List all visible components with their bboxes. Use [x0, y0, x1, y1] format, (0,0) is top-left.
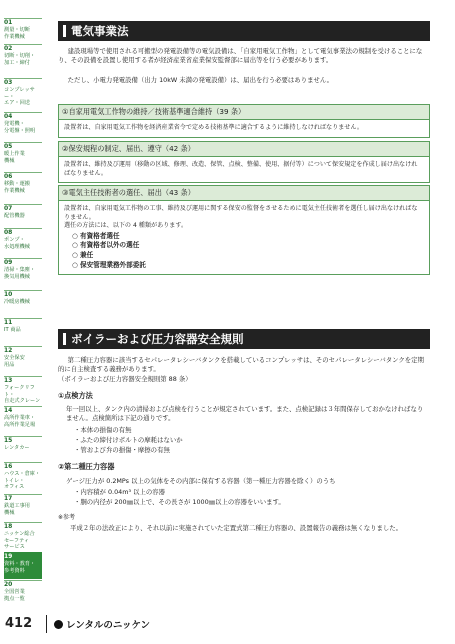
section1-intro: 建設現場等で使用される可搬型の発電設備等の電気設備は、「自家用電気工作物」として電気事業法の規制を受けることになり、その設備を設置し使用する者が経済産業省産業保安監督部に届出等を行う必要があります。 — [58, 47, 423, 65]
section2-ref: （ボイラーおよび圧力容器安全規則第 88 条） — [58, 375, 192, 383]
circle-bullet-icon: ○ — [72, 260, 78, 269]
sidebar-item-07[interactable]: 07 配管機器 — [4, 204, 42, 225]
sidebar-item-19-active[interactable]: 19 資料・教育・ 参考資料 — [4, 552, 42, 579]
inspection-text: 年一回以上、タンク内の清掃および点検を行うことが規定されています。また、点検記録は３年間保存しておかなければなりません。点検箇所は下記の通りです。 — [66, 405, 424, 423]
reference-label: ※参考 — [58, 514, 76, 521]
sidebar-item-16[interactable]: 16 ハウス・倉庫・ トイレ・ オフィス — [4, 462, 42, 493]
reference-text: 平成２年の法改正により、それ以前に実施されていた定置式第二種圧力容器の、設置報告の義務は無くなりました。 — [70, 524, 403, 532]
sidebar-item-18[interactable]: 18 ニッケン総合 セーフティ サービス — [4, 522, 42, 551]
sidebar-item-12[interactable]: 12 安全保安 用品 — [4, 346, 42, 375]
page-number: 412 — [5, 616, 33, 631]
sidebar-item-10[interactable]: 10 冷暖房機械 — [4, 290, 42, 315]
rule-box-body: 設置者は、維持及び運用（移動の区域、修理、改造、保管、点検、整備、使用、据付等）について保安規定を作成し届け出なければなりません。 — [64, 161, 418, 177]
sidebar-item-09[interactable]: 09 清掃・集塵・ 換気用機械 — [4, 258, 42, 287]
rule-box-head: ③電気主任技術者の選任、届出（43 条） — [59, 186, 429, 201]
section-title-boiler: ボイラーおよび圧力容器安全規則 — [58, 329, 430, 349]
appointment-method-list — [72, 232, 423, 270]
rule-box-43 — [58, 185, 430, 275]
list-item: ○ 有資格者以外の選任 — [72, 241, 140, 250]
rule-box-42 — [58, 141, 430, 183]
rule-box-text: 設置者は、自家用電気工作物の工事、維持及び運用に関する保安の監督をさせるために電気主任技術者を選任し届け出なければなりません。 — [64, 205, 418, 221]
page-footer — [0, 606, 455, 644]
footer-divider — [46, 615, 47, 633]
list-item: ○ 有資格者選任 — [72, 231, 120, 240]
rule-box-head: ①自家用電気工作物の維持／技術基準適合維持（39 条） — [59, 105, 429, 120]
circle-bullet-icon: ○ — [72, 250, 78, 259]
sidebar-item-17[interactable]: 17 鉄道工事用 機械 — [4, 494, 42, 521]
rule-box-head: ②保安規程の制定、届出、遵守（42 条） — [59, 142, 429, 157]
sidebar-item-20[interactable]: 20 全国営業 拠点一覧 — [4, 580, 42, 605]
rule-box-body — [59, 201, 429, 274]
sub-head-pressure-vessel: ②第二種圧力容器 — [58, 462, 115, 471]
title-bar-marker — [63, 333, 66, 345]
sidebar-item-04[interactable]: 04 発電機・ 分電盤・照明 — [4, 112, 42, 141]
section1-note: ただし、小電力発電設備（出力 10kW 未満の発電設備）は、届出を行う必要はありません。 — [67, 76, 334, 84]
list-item: ○ 保安管理業務外部委託 — [72, 260, 146, 269]
rule-box-39 — [58, 104, 430, 138]
brand-dot-icon — [54, 620, 63, 629]
sidebar-item-13[interactable]: 13 フォークリフト・ 自走式クレーン — [4, 377, 41, 405]
title-bar-marker — [63, 25, 66, 37]
sidebar-item-14[interactable]: 14 高所作業車・ 高所作業足場 — [4, 406, 42, 433]
inspection-item: ・管および弁の損傷・摩擦の有無 — [74, 446, 170, 454]
list-item: ○ 兼任 — [72, 250, 94, 259]
inspection-item: ・本体の損傷の有無 — [74, 426, 132, 434]
section2-intro: 第二種圧力容器に該当するセパレータレシーバタンクを搭載しているコンプレッサは、そのセパレータレシーバタンクを定期的に自主検査する義務があります。 — [58, 356, 424, 374]
brand-logo: レンタルのニッケン — [54, 617, 150, 631]
sidebar-item-02[interactable]: 02 切断・切削・ 加工・締付 — [4, 44, 42, 73]
rule-box-body: 設置者は、自家用電気工作物を経済産業省令で定める技術基準に適合するように維持しなければなりません。 — [64, 124, 363, 131]
pressure-vessel-item: ・胴の内径が 200㎜以上で、その長さが 1000㎜以上の容器をいいます。 — [74, 498, 285, 506]
sub-head-inspection: ①点検方法 — [58, 391, 93, 400]
inspection-item: ・ふたの締付けボルトの摩耗はないか — [74, 436, 183, 444]
circle-bullet-icon: ○ — [72, 231, 78, 240]
circle-bullet-icon: ○ — [72, 241, 78, 250]
sidebar-item-03[interactable]: 03 コンプレッサー・ エア・回送 — [4, 78, 42, 107]
sidebar-item-05[interactable]: 05 暖上作業 機械 — [4, 142, 42, 171]
sidebar-item-08[interactable]: 08 ポンプ・ 水処理機械 — [4, 228, 42, 255]
section-title-electric: 電気事業法 — [58, 21, 430, 41]
sidebar-item-01[interactable]: 01 測量・切断 作業機械 — [4, 18, 42, 41]
sidebar-item-06[interactable]: 06 移動・運搬 作業機械 — [4, 172, 42, 201]
chapter-sidebar — [0, 0, 44, 605]
sidebar-item-15[interactable]: 15 レンタカー — [4, 436, 42, 459]
pressure-vessel-item: ・内容積が 0.04m³ 以上の容器 — [74, 488, 165, 496]
pressure-vessel-text: ゲージ圧力が 0.2MPs 以上の気体をその内部に保有する容器（第一種圧力容器を除く）のうち — [66, 477, 336, 485]
sidebar-item-11[interactable]: 11 IT 商品 — [4, 318, 42, 345]
rule-box-text-2: 選任の方法には、以下の 4 種類があります。 — [64, 222, 188, 230]
